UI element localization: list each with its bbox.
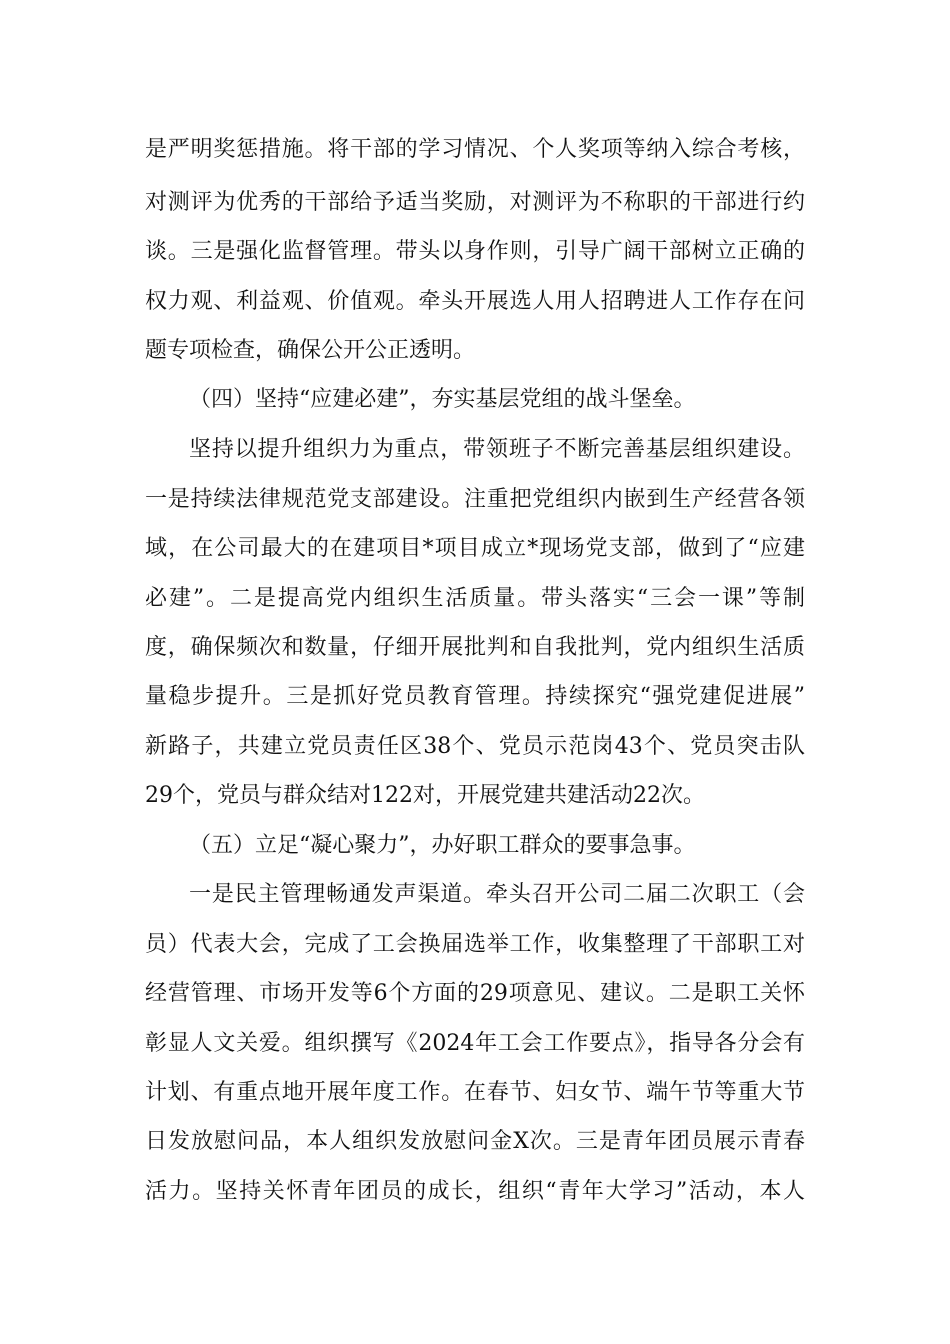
paragraph-first-line: 一是民主管理畅通发声渠道。牵头召开公司二届二次职工（会 <box>189 882 805 907</box>
text-line: 经营管理、市场开发等6个方面的29项意见、建议。二是职工关怀 <box>145 981 805 1006</box>
section-heading-5: （五）立足“凝心聚力”，办好职工群众的要事急事。 <box>189 833 696 858</box>
text-line: 活力。坚持关怀青年团员的成长，组织“青年大学习”活动，本人 <box>145 1179 805 1204</box>
text-line: 新路子，共建立党员责任区38个、党员示范岗43个、党员突击队 <box>145 734 805 759</box>
text-line: 29个，党员与群众结对122对，开展党建共建活动22次。 <box>145 783 705 808</box>
text-line: 量稳步提升。三是抓好党员教育管理。持续探究“强党建促进展” <box>145 684 805 709</box>
text-line: 题专项检查，确保公开公正透明。 <box>145 338 476 363</box>
text-line: 员）代表大会，完成了工会换届选举工作，收集整理了干部职工对 <box>145 932 805 957</box>
text-line: 谈。三是强化监督管理。带头以身作则，引导广阔干部树立正确的 <box>145 239 805 264</box>
text-line: 日发放慰问品，本人组织发放慰问金X次。三是青年团员展示青春 <box>145 1129 805 1154</box>
text-line: 域，在公司最大的在建项目*项目成立*现场党支部，做到了“应建 <box>145 536 805 561</box>
text-line: 必建”。二是提高党内组织生活质量。带头落实“三会一课”等制 <box>145 586 805 611</box>
text-line: 对测评为优秀的干部给予适当奖励，对测评为不称职的干部进行约 <box>145 190 805 215</box>
text-line: 彰显人文关爱。组织撰写《2024年工会工作要点》，指导各分会有 <box>145 1031 805 1056</box>
text-line: 度，确保频次和数量，仔细开展批判和自我批判，党内组织生活质 <box>145 635 805 660</box>
text-line: 权力观、利益观、价值观。牵头开展选人用人招聘进人工作存在问 <box>145 289 805 314</box>
paragraph-first-line: 坚持以提升组织力为重点，带领班子不断完善基层组织建设。 <box>189 437 805 462</box>
text-line: 一是持续法律规范党支部建设。注重把党组织内嵌到生产经营各领 <box>145 487 805 512</box>
text-line: 计划、有重点地开展年度工作。在春节、妇女节、端午节等重大节 <box>145 1080 805 1105</box>
section-heading-4: （四）坚持“应建必建”，夯实基层党组的战斗堡垒。 <box>189 387 696 412</box>
text-line: 是严明奖惩措施。将干部的学习情况、个人奖项等纳入综合考核， <box>145 137 805 162</box>
